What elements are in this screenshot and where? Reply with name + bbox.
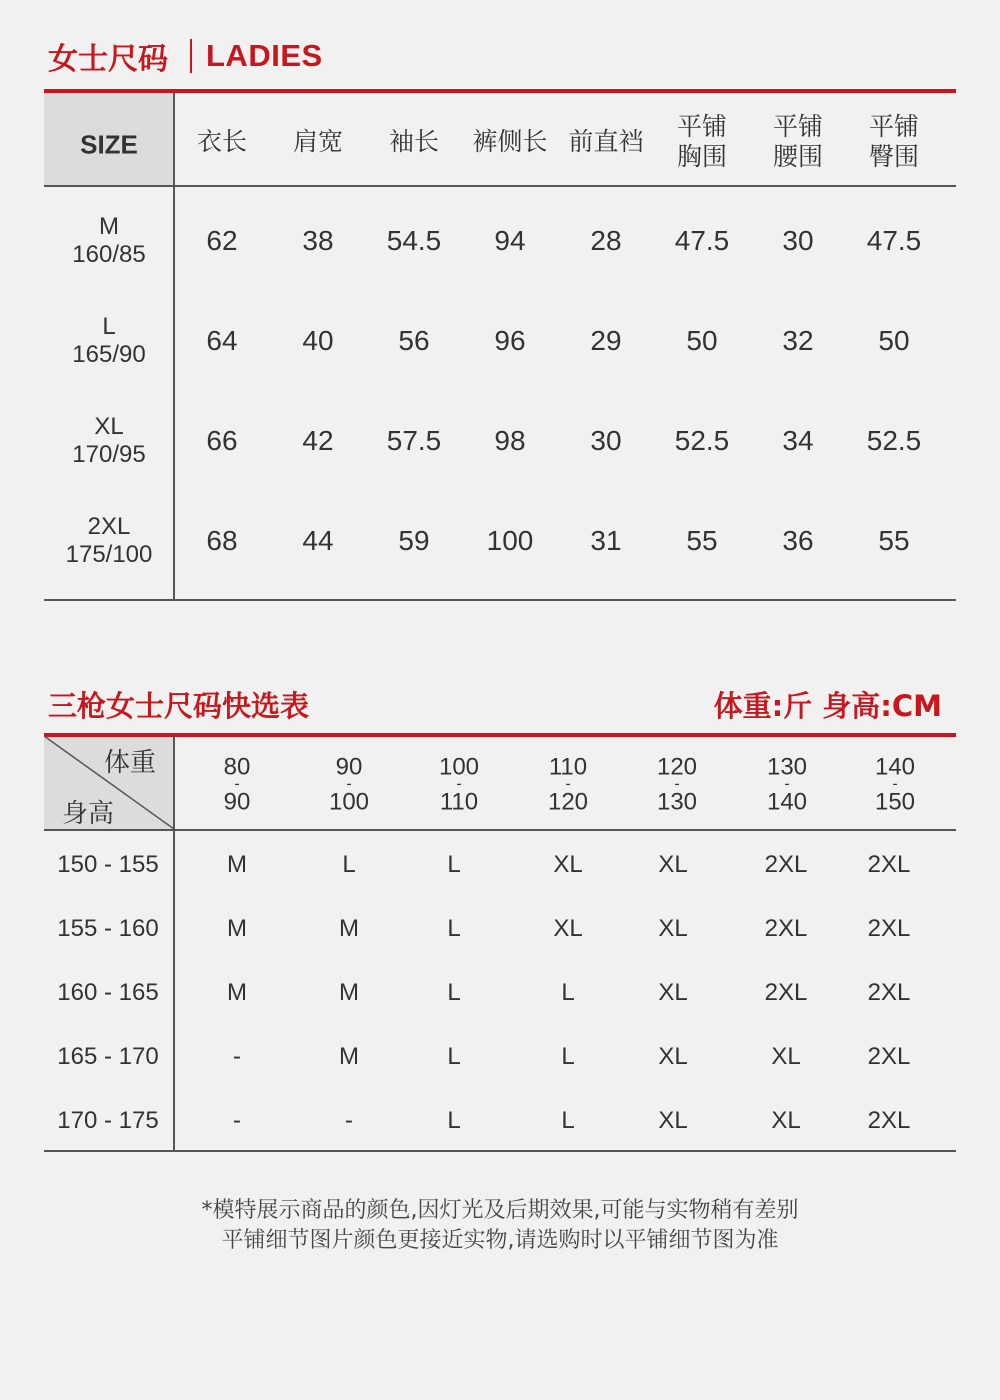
height-range-label: 165 - 170 (57, 1043, 159, 1070)
size-value: 34 (782, 425, 814, 456)
size-code: L (102, 313, 116, 340)
size-value: 31 (590, 525, 622, 556)
size-row-label (72, 413, 145, 469)
size-value: 100 (486, 525, 534, 556)
size-value: 64 (206, 325, 238, 356)
height-range-label: 155 - 160 (57, 915, 159, 942)
recommended-size: - (233, 1043, 241, 1070)
weight-range-dash: - (565, 775, 571, 793)
recommended-size: 2XL (764, 851, 808, 878)
size-value: 94 (494, 225, 526, 256)
recommended-size: XL (658, 979, 688, 1006)
size-col-header-line: 前直裆 (568, 127, 644, 156)
size-col-header-line: 袖长 (388, 127, 440, 156)
size-table-top-rule (44, 89, 956, 93)
size-row-label (72, 213, 145, 269)
corner-weight-label: 体重 (104, 748, 157, 778)
size-value: 44 (302, 525, 334, 556)
weight-range-header (329, 755, 369, 816)
size-value: 42 (302, 425, 334, 456)
size-col-header-line: 腰围 (772, 142, 824, 171)
size-value: 36 (782, 525, 814, 556)
weight-range-header (224, 755, 251, 816)
size-body-spec: 160/85 (72, 241, 146, 268)
size-value: 54.5 (386, 225, 442, 256)
size-value: 96 (494, 325, 526, 356)
recommended-size: M (339, 915, 359, 942)
weight-range-end: 130 (656, 788, 698, 816)
recommended-size: XL (658, 1043, 688, 1070)
size-value: 38 (302, 225, 334, 256)
weight-range-end: 90 (223, 788, 251, 816)
size-code: M (99, 213, 119, 240)
recommended-size: XL (771, 1043, 801, 1070)
recommended-size: L (342, 851, 356, 878)
corner-height-label: 身高 (62, 799, 115, 829)
weight-range-dash: - (892, 775, 898, 793)
size-col-header (568, 127, 643, 157)
size-value: 52.5 (674, 425, 730, 456)
title-separator (190, 39, 192, 73)
weight-range-dash: - (784, 775, 790, 793)
recommended-size: 2XL (764, 915, 808, 942)
size-value: 56 (398, 325, 430, 356)
size-col-header (389, 127, 439, 157)
size-col-header-line: 臀围 (868, 142, 920, 171)
weight-range-dash: - (234, 775, 240, 793)
recommended-size: L (561, 979, 575, 1006)
size-col-header-line: 平铺 (772, 112, 824, 141)
weight-range-header (767, 755, 807, 816)
weight-range-end: 110 (439, 788, 479, 816)
size-value: 98 (494, 425, 526, 456)
size-col-header (869, 112, 919, 172)
quick-table-unit: 体重:斤 身高:CM (713, 689, 942, 723)
recommended-size: L (447, 915, 461, 942)
size-table-title-en: LADIES (206, 38, 323, 73)
size-col-header (677, 112, 727, 172)
note-line-2: 平铺细节图片颜色更接近实物,请选购时以平铺细节图为准 (221, 1228, 779, 1253)
size-value: 52.5 (866, 425, 922, 456)
weight-range-dash: - (346, 775, 352, 793)
size-table-divider (173, 93, 175, 600)
weight-range-end: 140 (766, 788, 808, 816)
size-table-title-cn: 女士尺码 (48, 42, 168, 77)
size-value: 55 (878, 525, 910, 556)
size-value: 50 (686, 325, 718, 356)
recommended-size: XL (658, 915, 688, 942)
size-table-title (48, 34, 323, 78)
recommended-size: M (339, 1043, 359, 1070)
size-value: 47.5 (674, 225, 730, 256)
size-value: 55 (686, 525, 718, 556)
weight-range-end: 120 (547, 788, 589, 816)
recommended-size: 2XL (867, 979, 911, 1006)
size-row-label (66, 513, 153, 569)
weight-range-start: 100 (438, 753, 480, 781)
size-value: 59 (398, 525, 430, 556)
weight-range-start: 140 (874, 753, 916, 781)
recommended-size: XL (553, 851, 583, 878)
height-range-label: 160 - 165 (57, 979, 159, 1006)
size-value: 66 (206, 425, 238, 456)
size-col-header (472, 127, 547, 157)
recommended-size: - (345, 1107, 353, 1134)
size-col-header (293, 127, 343, 157)
size-value: 32 (782, 325, 814, 356)
recommended-size: XL (553, 915, 583, 942)
weight-range-start: 110 (548, 753, 588, 781)
recommended-size: L (447, 1107, 461, 1134)
recommended-size: XL (658, 851, 688, 878)
recommended-size: L (447, 851, 461, 878)
recommended-size: L (561, 1043, 575, 1070)
quick-table-title: 三枪女士尺码快选表 (48, 689, 310, 723)
size-col-header (197, 127, 247, 157)
recommended-size: 2XL (867, 1043, 911, 1070)
size-code: XL (94, 413, 124, 440)
size-col-header-line: 平铺 (868, 112, 920, 141)
recommended-size: L (447, 1043, 461, 1070)
recommended-size: M (227, 979, 247, 1006)
size-value: 50 (878, 325, 910, 356)
size-column-header: SIZE (80, 129, 138, 160)
weight-range-end: 150 (874, 788, 916, 816)
height-range-label: 170 - 175 (57, 1107, 159, 1134)
weight-range-header (657, 755, 697, 816)
weight-range-start: 120 (656, 753, 698, 781)
recommended-size: M (339, 979, 359, 1006)
recommended-size: L (447, 979, 461, 1006)
size-value: 30 (782, 225, 814, 256)
size-table-header-rule (44, 185, 956, 187)
size-col-header-line: 衣长 (196, 127, 248, 156)
size-col-header-line: 平铺 (676, 112, 728, 141)
size-col-header-line: 肩宽 (292, 127, 344, 156)
size-body-spec: 170/95 (72, 441, 146, 468)
weight-range-start: 130 (766, 753, 808, 781)
size-value: 47.5 (866, 225, 922, 256)
recommended-size: M (227, 915, 247, 942)
quick-table-top-rule (44, 733, 956, 737)
size-code: 2XL (87, 513, 131, 540)
size-value: 57.5 (386, 425, 442, 456)
size-value: 28 (590, 225, 622, 256)
size-row-label (72, 313, 145, 369)
weight-range-header (548, 755, 588, 816)
recommended-size: 2XL (867, 915, 911, 942)
size-value: 30 (590, 425, 622, 456)
weight-range-dash: - (674, 775, 680, 793)
size-col-header-line: 裤侧长 (472, 127, 548, 156)
recommended-size: 2XL (764, 979, 808, 1006)
recommended-size: XL (658, 1107, 688, 1134)
note-line-1: *模特展示商品的颜色,因灯光及后期效果,可能与实物稍有差别 (201, 1198, 799, 1223)
quick-table-bottom-rule (44, 1150, 956, 1152)
size-value: 29 (590, 325, 622, 356)
recommended-size: L (561, 1107, 575, 1134)
weight-range-start: 80 (223, 753, 251, 781)
recommended-size: - (233, 1107, 241, 1134)
size-value: 62 (206, 225, 238, 256)
size-value: 68 (206, 525, 238, 556)
weight-range-end: 100 (328, 788, 370, 816)
size-col-header-line: 胸围 (676, 142, 728, 171)
recommended-size: 2XL (867, 851, 911, 878)
height-range-label: 150 - 155 (57, 851, 159, 878)
size-body-spec: 165/90 (72, 341, 146, 368)
size-col-header (773, 112, 823, 172)
recommended-size: XL (771, 1107, 801, 1134)
recommended-size: 2XL (867, 1107, 911, 1134)
weight-range-header (875, 755, 915, 816)
size-body-spec: 175/100 (65, 541, 153, 568)
weight-range-start: 90 (335, 753, 363, 781)
quick-table-header-rule (44, 829, 956, 831)
size-table-bottom-rule (44, 599, 956, 601)
size-value: 40 (302, 325, 334, 356)
weight-range-dash: - (456, 775, 462, 793)
recommended-size: M (227, 851, 247, 878)
weight-range-header (439, 755, 479, 816)
